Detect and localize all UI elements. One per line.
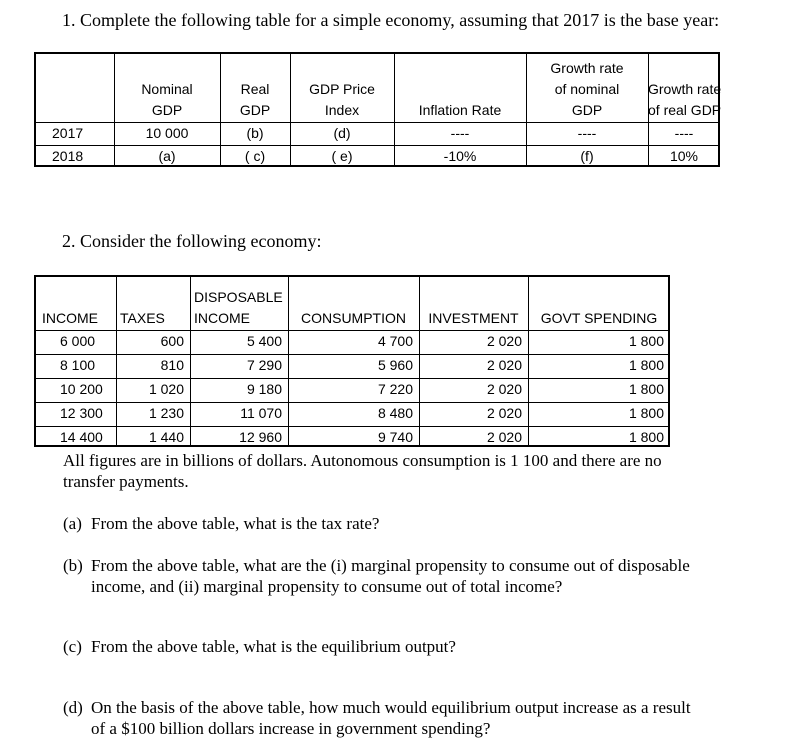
table-cell: 11 070 — [240, 405, 282, 421]
table-cell: 8 100 — [60, 357, 96, 373]
table-cell: 1 230 — [148, 405, 184, 421]
part-d-line-1: On the basis of the above table, how much would equilibrium output increase as a result — [91, 698, 691, 717]
table-cell: 810 — [160, 357, 184, 373]
column-header: DISPOSABLE — [194, 289, 283, 305]
note-paragraph — [63, 450, 662, 492]
table-cell: 1 800 — [628, 405, 664, 421]
table-column-divider — [116, 277, 117, 445]
table-cell: ---- — [674, 125, 694, 141]
table-cell: 1 800 — [628, 357, 664, 373]
question-1-heading: 1. Complete the following table for a simple economy, assuming that 2017 is the base year: — [62, 10, 720, 30]
table-cell: 10% — [669, 148, 699, 164]
note-line-2: transfer payments. — [63, 472, 189, 491]
table-cell: 14 400 — [60, 429, 103, 445]
table-cell: 2 020 — [486, 333, 522, 349]
table-cell: (a) — [158, 148, 176, 164]
column-header: Real — [240, 81, 270, 97]
table-cell: 1 800 — [628, 333, 664, 349]
table-cell: 5 400 — [246, 333, 282, 349]
table-cell: 2 020 — [486, 381, 522, 397]
part-d — [63, 697, 783, 738]
economy-table — [34, 275, 670, 447]
table-cell: 10 000 — [145, 125, 189, 141]
column-header: GDP Price — [309, 81, 375, 97]
table-cell: 12 960 — [239, 429, 282, 445]
table-cell: (f) — [580, 148, 594, 164]
table-cell: 8 480 — [377, 405, 413, 421]
column-header: Growth rate — [550, 60, 624, 76]
table-cell: 1 800 — [628, 381, 664, 397]
row-year: 2017 — [52, 125, 84, 141]
part-b-line-1: From the above table, what are the (i) marginal propensity to consume out of disposable — [91, 556, 690, 575]
column-header: of real GDP — [648, 102, 722, 118]
table-cell: ( c) — [244, 148, 266, 164]
column-header: Index — [324, 102, 360, 118]
table-cell: 1 440 — [148, 429, 184, 445]
column-header: INCOME — [42, 310, 98, 326]
table-cell: (b) — [246, 125, 264, 141]
part-b — [63, 555, 783, 596]
column-header: of nominal — [554, 81, 620, 97]
part-d-line-2: of a $100 billion dollars increase in government spending? — [91, 719, 491, 738]
table-cell: 4 700 — [377, 333, 413, 349]
table-cell: ---- — [450, 125, 470, 141]
part-c-label: (c) — [63, 637, 82, 656]
table-cell: 7 220 — [377, 381, 413, 397]
part-a-text: From the above table, what is the tax rate? — [91, 514, 380, 533]
table-cell: 5 960 — [377, 357, 413, 373]
column-header: Growth rate — [648, 81, 722, 97]
table-cell: 10 200 — [60, 381, 103, 397]
column-header: TAXES — [120, 310, 165, 326]
column-header: GDP — [571, 102, 603, 118]
column-header: GOVT SPENDING — [540, 310, 658, 326]
column-header: INCOME — [194, 310, 250, 326]
table-cell: 2 020 — [486, 357, 522, 373]
table-cell: 7 290 — [246, 357, 282, 373]
table-cell: 6 000 — [60, 333, 96, 349]
column-header: Nominal — [141, 81, 193, 97]
table-cell: ( e) — [331, 148, 353, 164]
part-b-line-2: income, and (ii) marginal propensity to consume out of total income? — [91, 577, 563, 596]
column-header: INVESTMENT — [428, 310, 519, 326]
part-b-label: (b) — [63, 556, 83, 575]
column-header: Inflation Rate — [418, 102, 502, 118]
table-cell: ---- — [577, 125, 597, 141]
table-cell: 1 800 — [628, 429, 664, 445]
part-a-label: (a) — [63, 514, 82, 533]
column-header: GDP — [239, 102, 271, 118]
part-a — [63, 513, 380, 534]
table-cell: 12 300 — [60, 405, 103, 421]
row-year: 2018 — [52, 148, 84, 164]
table-cell: 1 020 — [148, 381, 184, 397]
table-cell: 9 740 — [377, 429, 413, 445]
table-cell: -10% — [443, 148, 477, 164]
table-cell: 9 180 — [246, 381, 282, 397]
note-line-1: All figures are in billions of dollars. Autonomous consumption is 1 100 and there are no — [63, 451, 662, 470]
question-2-heading: 2. Consider the following economy: — [62, 231, 322, 251]
gdp-table — [34, 52, 720, 167]
part-c-text: From the above table, what is the equilibrium output? — [91, 637, 456, 656]
table-cell: 2 020 — [486, 405, 522, 421]
table-cell: 600 — [160, 333, 184, 349]
table-cell: 2 020 — [486, 429, 522, 445]
column-header: GDP — [151, 102, 183, 118]
part-c — [63, 636, 456, 657]
table-cell: (d) — [333, 125, 351, 141]
column-header: CONSUMPTION — [301, 310, 406, 326]
part-d-label: (d) — [63, 698, 83, 717]
